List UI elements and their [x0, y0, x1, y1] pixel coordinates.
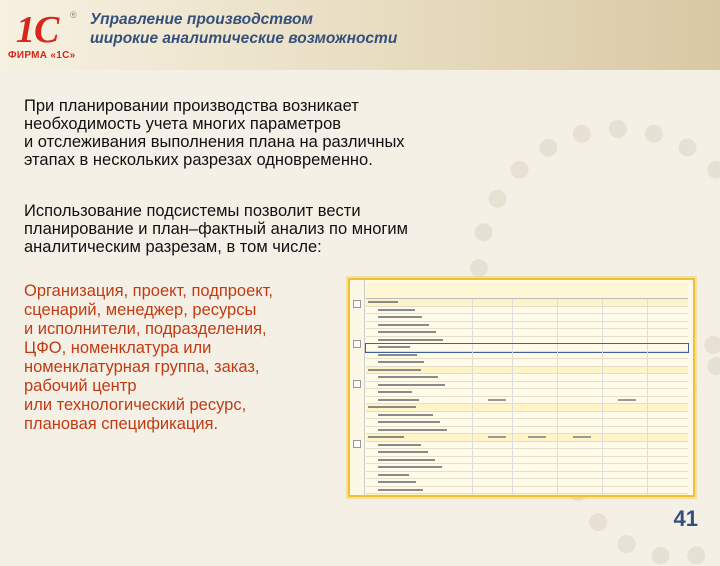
report-column-divider	[512, 427, 513, 434]
page-number: 41	[673, 506, 698, 531]
report-column-divider	[602, 412, 603, 419]
report-column-divider	[602, 344, 603, 351]
report-column-divider	[557, 337, 558, 344]
title-line: широкие аналитические возможности	[90, 30, 398, 47]
report-row	[366, 487, 688, 495]
report-column-divider	[472, 374, 473, 381]
report-column-divider	[647, 442, 648, 449]
report-cell-label	[378, 466, 442, 468]
report-column-divider	[647, 494, 648, 497]
report-column-divider	[647, 419, 648, 426]
report-row	[366, 449, 688, 457]
report-cell-label	[378, 376, 438, 378]
list-line: или технологический ресурс,	[24, 396, 247, 414]
report-column-divider	[472, 412, 473, 419]
report-column-divider	[557, 307, 558, 314]
report-column-divider	[647, 382, 648, 389]
report-cell-label	[378, 399, 419, 401]
report-column-divider	[557, 359, 558, 366]
report-column-divider	[557, 397, 558, 404]
report-header-row	[366, 282, 688, 299]
report-column-divider	[647, 337, 648, 344]
report-column-divider	[602, 359, 603, 366]
report-column-divider	[472, 367, 473, 374]
report-row	[366, 314, 688, 322]
collapse-toggle-icon	[353, 300, 361, 308]
report-column-divider	[602, 472, 603, 479]
report-cell-label	[378, 384, 445, 386]
report-row	[366, 352, 688, 360]
report-column-divider	[647, 397, 648, 404]
report-column-divider	[647, 457, 648, 464]
analytics-list	[24, 282, 344, 434]
report-group-row	[366, 367, 688, 375]
report-column-divider	[557, 329, 558, 336]
report-column-divider	[557, 382, 558, 389]
report-column-divider	[557, 322, 558, 329]
report-column-divider	[512, 299, 513, 306]
report-table	[366, 282, 688, 497]
report-column-divider	[512, 419, 513, 426]
text-line: и отслеживания выполнения плана на различных	[24, 133, 405, 151]
report-cell-value	[488, 399, 506, 401]
text-line: При планировании производства возникает	[24, 97, 359, 115]
report-column-divider	[472, 479, 473, 486]
report-column-divider	[557, 352, 558, 359]
report-column-divider	[647, 389, 648, 396]
report-column-divider	[512, 389, 513, 396]
report-cell-value	[488, 496, 506, 497]
list-line: Организация, проект, подпроект,	[24, 282, 274, 300]
report-group-row	[366, 434, 688, 442]
report-column-divider	[512, 434, 513, 441]
report-cell-label	[378, 481, 416, 483]
report-column-divider	[557, 434, 558, 441]
report-column-divider	[472, 404, 473, 411]
report-column-divider	[512, 457, 513, 464]
report-column-divider	[647, 472, 648, 479]
report-column-divider	[602, 314, 603, 321]
report-cell-label	[378, 421, 440, 423]
report-cell-label	[378, 414, 433, 416]
report-column-divider	[602, 299, 603, 306]
collapse-toggle-icon	[353, 440, 361, 448]
report-column-divider	[602, 442, 603, 449]
report-column-divider	[557, 374, 558, 381]
report-cell-value	[488, 436, 506, 438]
report-cell-label	[378, 339, 443, 341]
report-cell-label	[378, 474, 409, 476]
report-column-divider	[647, 464, 648, 471]
report-row	[366, 359, 688, 367]
report-row	[366, 479, 688, 487]
report-column-divider	[602, 449, 603, 456]
slide-title	[90, 10, 397, 48]
report-column-divider	[512, 307, 513, 314]
report-column-divider	[512, 344, 513, 351]
report-column-divider	[602, 329, 603, 336]
report-column-divider	[557, 464, 558, 471]
text-line: планирование и план–фактный анализ по многим	[24, 220, 408, 238]
report-cell-label	[378, 354, 417, 356]
report-column-divider	[602, 457, 603, 464]
report-column-divider	[557, 449, 558, 456]
report-column-divider	[557, 389, 558, 396]
report-column-divider	[602, 427, 603, 434]
report-column-divider	[602, 487, 603, 494]
report-column-divider	[472, 359, 473, 366]
report-column-divider	[472, 314, 473, 321]
report-cell-label	[378, 346, 410, 348]
report-row	[366, 397, 688, 405]
report-group-row	[366, 494, 688, 497]
report-column-divider	[647, 329, 648, 336]
report-column-divider	[647, 314, 648, 321]
report-column-divider	[647, 359, 648, 366]
report-column-divider	[512, 412, 513, 419]
collapse-toggle-icon	[353, 380, 361, 388]
report-column-divider	[472, 434, 473, 441]
report-row	[366, 442, 688, 450]
report-column-divider	[512, 487, 513, 494]
report-column-divider	[512, 494, 513, 497]
text-line: Использование подсистемы позволит вести	[24, 202, 361, 220]
report-column-divider	[512, 314, 513, 321]
report-column-divider	[557, 412, 558, 419]
logo-mark: 1С	[16, 9, 59, 51]
report-screenshot	[348, 278, 695, 497]
list-line: номенклатурная группа, заказ,	[24, 358, 260, 376]
report-column-divider	[472, 352, 473, 359]
report-column-divider	[557, 314, 558, 321]
report-column-divider	[512, 472, 513, 479]
report-column-divider	[557, 479, 558, 486]
report-cell-label	[378, 444, 421, 446]
report-row	[366, 337, 688, 345]
report-column-divider	[472, 427, 473, 434]
report-cell-label	[378, 331, 436, 333]
collapse-toggle-icon	[353, 340, 361, 348]
paragraph-usage	[24, 202, 408, 256]
list-line: и исполнители, подразделения,	[24, 320, 267, 338]
report-cell-label	[378, 391, 412, 393]
report-row	[366, 457, 688, 465]
report-column-divider	[472, 389, 473, 396]
report-column-divider	[472, 449, 473, 456]
report-row	[366, 322, 688, 330]
report-column-divider	[512, 397, 513, 404]
report-column-divider	[472, 397, 473, 404]
report-column-divider	[647, 307, 648, 314]
report-group-row	[366, 299, 688, 307]
report-column-divider	[647, 322, 648, 329]
paragraph-intro	[24, 97, 405, 169]
report-row	[366, 419, 688, 427]
report-column-divider	[472, 382, 473, 389]
report-column-divider	[602, 397, 603, 404]
report-column-divider	[512, 442, 513, 449]
report-cell-label	[368, 406, 416, 408]
report-column-divider	[512, 367, 513, 374]
report-row	[366, 307, 688, 315]
report-cell-label	[368, 301, 398, 303]
report-cell-label	[378, 361, 424, 363]
report-column-divider	[557, 487, 558, 494]
report-cell-label	[378, 324, 429, 326]
report-column-divider	[472, 329, 473, 336]
report-row	[366, 412, 688, 420]
report-column-divider	[557, 367, 558, 374]
report-column-divider	[647, 404, 648, 411]
report-column-divider	[602, 464, 603, 471]
report-column-divider	[557, 404, 558, 411]
report-column-divider	[602, 419, 603, 426]
report-column-divider	[512, 449, 513, 456]
report-column-divider	[472, 344, 473, 351]
report-column-divider	[512, 337, 513, 344]
text-line: аналитическим разрезам, в том числе:	[24, 238, 322, 256]
report-column-divider	[647, 352, 648, 359]
report-column-divider	[602, 382, 603, 389]
title-line: Управление производством	[90, 11, 313, 28]
report-column-divider	[602, 389, 603, 396]
report-column-divider	[647, 412, 648, 419]
report-column-divider	[602, 367, 603, 374]
report-column-divider	[472, 322, 473, 329]
report-column-divider	[557, 457, 558, 464]
report-column-divider	[472, 464, 473, 471]
report-cell-label	[378, 489, 423, 491]
text-line: этапах в нескольких разрезах одновременно.	[24, 151, 373, 169]
report-column-divider	[557, 494, 558, 497]
list-line: рабочий центр	[24, 377, 137, 395]
report-row	[366, 374, 688, 382]
report-column-divider	[602, 434, 603, 441]
report-column-divider	[602, 494, 603, 497]
report-column-divider	[512, 329, 513, 336]
report-column-divider	[557, 299, 558, 306]
report-column-divider	[602, 307, 603, 314]
report-gutter	[350, 280, 365, 495]
report-column-divider	[512, 382, 513, 389]
report-column-divider	[512, 404, 513, 411]
report-cell-label	[378, 429, 447, 431]
report-column-divider	[472, 299, 473, 306]
report-cell-value	[528, 496, 546, 497]
report-row	[366, 389, 688, 397]
report-column-divider	[557, 442, 558, 449]
report-column-divider	[512, 464, 513, 471]
report-row	[366, 464, 688, 472]
report-cell-value	[528, 436, 546, 438]
report-cell-label	[368, 369, 421, 371]
report-column-divider	[602, 337, 603, 344]
report-column-divider	[602, 374, 603, 381]
report-row	[366, 427, 688, 435]
report-column-divider	[647, 487, 648, 494]
report-column-divider	[557, 427, 558, 434]
report-column-divider	[512, 374, 513, 381]
report-column-divider	[472, 472, 473, 479]
report-row	[366, 344, 688, 352]
report-cell-label	[378, 316, 422, 318]
report-column-divider	[602, 352, 603, 359]
report-column-divider	[472, 457, 473, 464]
report-column-divider	[512, 322, 513, 329]
report-column-divider	[472, 337, 473, 344]
list-line: сценарий, менеджер, ресурсы	[24, 301, 257, 319]
report-column-divider	[647, 449, 648, 456]
report-cell-label	[378, 309, 415, 311]
report-column-divider	[512, 359, 513, 366]
report-column-divider	[557, 472, 558, 479]
report-column-divider	[472, 307, 473, 314]
report-column-divider	[647, 367, 648, 374]
report-cell-label	[368, 436, 404, 438]
report-column-divider	[647, 427, 648, 434]
1c-logo	[8, 6, 88, 64]
report-column-divider	[472, 494, 473, 497]
report-column-divider	[647, 299, 648, 306]
report-column-divider	[647, 434, 648, 441]
report-column-divider	[647, 344, 648, 351]
logo-registered-mark: ®	[70, 10, 77, 20]
report-row	[366, 329, 688, 337]
report-row	[366, 472, 688, 480]
report-column-divider	[472, 487, 473, 494]
report-column-divider	[472, 419, 473, 426]
report-cell-value	[573, 436, 591, 438]
report-cell-label	[378, 459, 435, 461]
report-cell-label	[368, 496, 420, 497]
report-column-divider	[602, 404, 603, 411]
report-column-divider	[602, 479, 603, 486]
report-column-divider	[647, 479, 648, 486]
list-line: ЦФО, номенклатура или	[24, 339, 212, 357]
report-column-divider	[512, 479, 513, 486]
list-line: плановая спецификация.	[24, 415, 219, 433]
header-bar	[0, 0, 720, 70]
report-cell-label	[378, 451, 428, 453]
report-column-divider	[557, 419, 558, 426]
report-column-divider	[557, 344, 558, 351]
report-column-divider	[472, 442, 473, 449]
text-line: необходимость учета многих параметров	[24, 115, 342, 133]
report-row	[366, 382, 688, 390]
report-column-divider	[602, 322, 603, 329]
report-group-row	[366, 404, 688, 412]
report-cell-value	[618, 399, 636, 401]
report-column-divider	[647, 374, 648, 381]
report-column-divider	[512, 352, 513, 359]
logo-company-name: ФИРМА «1С»	[8, 50, 76, 61]
